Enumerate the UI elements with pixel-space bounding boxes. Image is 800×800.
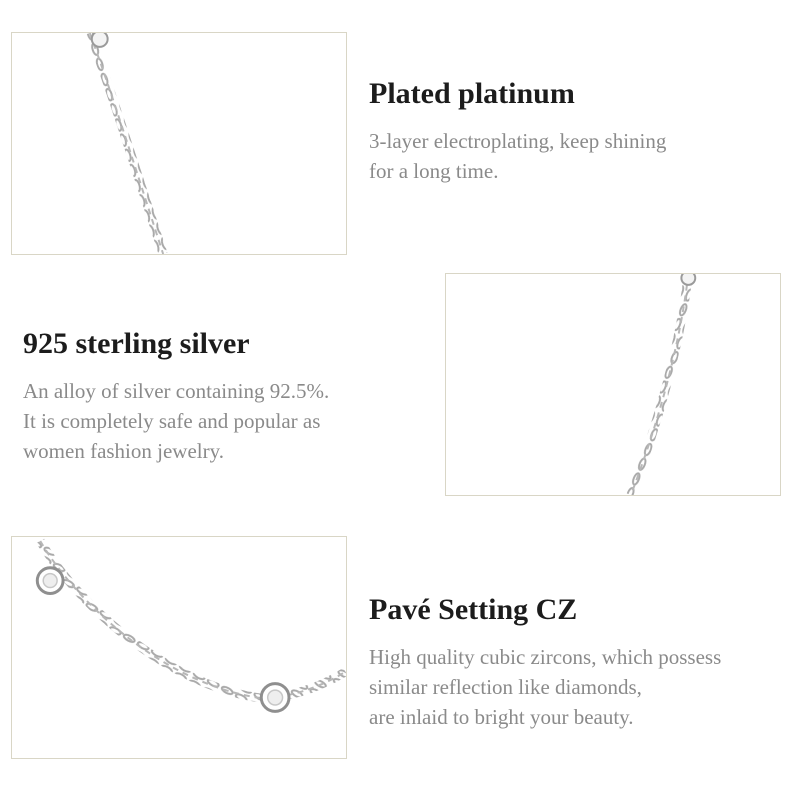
product-image-zircon (11, 536, 347, 759)
section-description: 3-layer electroplating, keep shining for a long time. (369, 129, 667, 183)
zircon-stone-icon (261, 684, 289, 712)
chain-with-zircon-icon (12, 537, 346, 758)
zircon-stone-icon (37, 568, 63, 594)
chain-segment-icon (446, 274, 780, 495)
section-sterling-silver (23, 326, 329, 466)
product-image-silver (445, 273, 781, 496)
section-title: 925 sterling silver (23, 327, 250, 360)
section-title: Pavé Setting CZ (369, 593, 578, 626)
section-title: Plated platinum (369, 77, 575, 110)
section-platinum (369, 76, 666, 186)
section-pave-setting (369, 592, 721, 732)
section-description: High quality cubic zircons, which possess similar reflection like diamonds, are inlaid to bright your beauty. (369, 645, 722, 729)
chain-segment-icon (12, 33, 346, 254)
product-image-platinum (11, 32, 347, 255)
section-description: An alloy of silver containing 92.5%. It is completely safe and popular as women fashion jewelry. (23, 379, 330, 463)
